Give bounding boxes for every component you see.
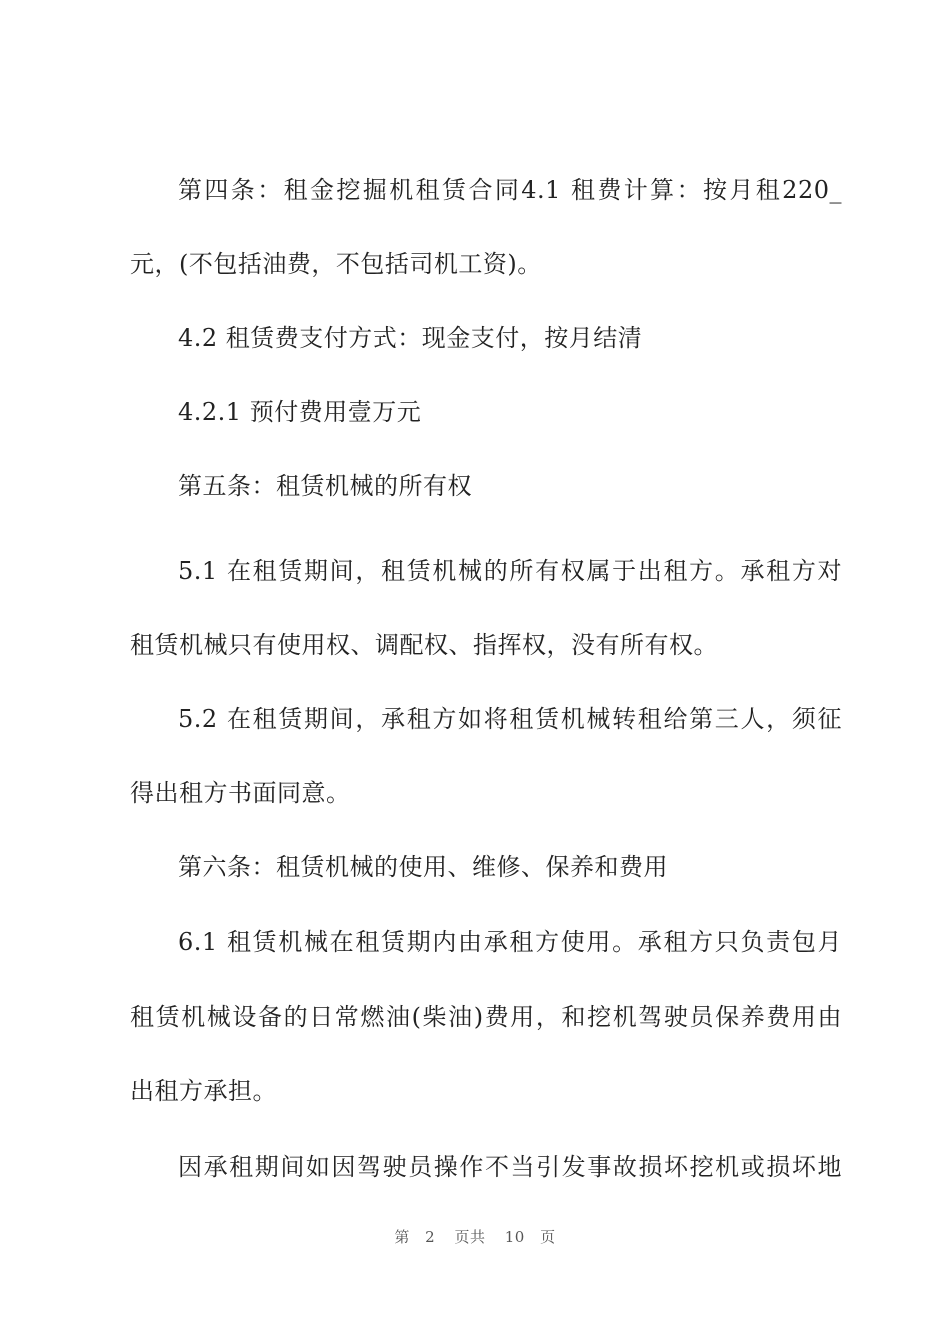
current-page-number: 2: [425, 1228, 436, 1246]
text-line-14: 因承租期间如因驾驶员操作不当引发事故损坏挖机或损坏地: [178, 1153, 842, 1181]
text-line-7: 租赁机械只有使用权、调配权、指挥权，没有所有权。: [130, 631, 718, 659]
footer-suffix: 页: [540, 1228, 556, 1246]
page-footer: [0, 1226, 950, 1247]
footer-prefix: 第: [394, 1228, 410, 1246]
total-pages-number: 10: [504, 1228, 525, 1246]
text-line-10: 第六条：租赁机械的使用、维修、保养和费用: [178, 853, 668, 881]
text-line-12: 租赁机械设备的日常燃油(柴油)费用，和挖机驾驶员保养费用由: [130, 1003, 842, 1031]
text-line-4: 4.2.1 预付费用壹万元: [178, 398, 422, 426]
text-line-3: 4.2 租赁费支付方式：现金支付，按月结清: [178, 324, 643, 352]
text-line-5: 第五条：租赁机械的所有权: [178, 472, 472, 500]
text-line-8: 5.2 在租赁期间，承租方如将租赁机械转租给第三人，须征: [178, 705, 842, 733]
text-line-6: 5.1 在租赁期间，租赁机械的所有权属于出租方。承租方对: [178, 557, 842, 585]
text-line-11: 6.1 租赁机械在租赁期内由承租方使用。承租方只负责包月: [178, 928, 842, 956]
text-line-13: 出租方承担。: [130, 1077, 277, 1105]
text-line-9: 得出租方书面同意。: [130, 779, 351, 807]
text-line-2: 元，(不包括油费，不包括司机工资)。: [130, 250, 542, 278]
footer-middle: 页共: [454, 1228, 486, 1246]
text-line-1: 第四条：租金挖掘机租赁合同4.1 租费计算：按月租220_: [178, 176, 842, 204]
